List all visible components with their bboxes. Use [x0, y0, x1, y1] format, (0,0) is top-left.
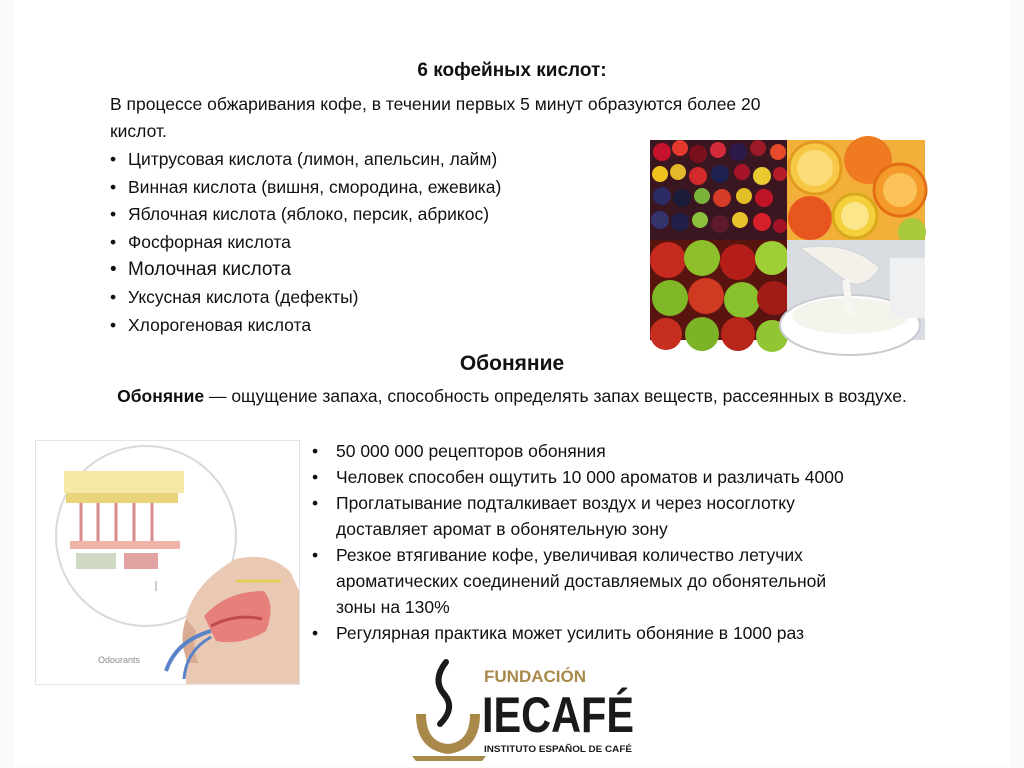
fact-item: • Регулярная практика может усилить обоняние в 1000 раз	[308, 620, 844, 646]
fruit-collage-svg	[650, 140, 925, 340]
acids-list	[110, 146, 501, 339]
fact-item: • Резкое втягивание кофе, увеличивая количество летучих ароматических соединений доставляемых до обонятельной зоны на 130%	[308, 542, 844, 620]
acid-item: • Цитрусовая кислота (лимон, апельсин, лайм)	[110, 146, 501, 174]
bullet-icon: •	[110, 286, 117, 307]
bullet-icon: •	[110, 231, 117, 252]
bullet-icon: •	[110, 314, 117, 335]
iecafe-logo	[410, 658, 640, 763]
logo-fundacion-text: FUNDACIÓN	[484, 667, 586, 686]
odourants-label: Odourants	[98, 655, 141, 665]
intro-text-line2: кислот.	[110, 121, 167, 141]
bullet-icon: •	[110, 176, 117, 197]
fact-item: • Проглатывание подталкивает воздух и через носоглотку доставляет аромат в обонятельную зону	[308, 490, 844, 542]
acid-item: • Фосфорная кислота	[110, 229, 501, 257]
bullet-icon: •	[312, 467, 319, 487]
acid-item: • Уксусная кислота (дефекты)	[110, 284, 501, 312]
logo-institute-text: INSTITUTO ESPAÑOL DE CAFÉ	[484, 744, 632, 755]
intro-text-line1: В процессе обжаривания кофе, в течении первых 5 минут образуются более 20	[110, 94, 761, 114]
bullet-icon: •	[110, 259, 117, 281]
bullet-icon: •	[312, 545, 319, 565]
olfaction-title: Обоняние	[459, 352, 565, 375]
fruit-collage-image	[650, 140, 925, 340]
definition-term: Обоняние	[117, 386, 205, 406]
acid-item: • Молочная кислота	[110, 256, 501, 284]
olfactory-illustration	[35, 440, 300, 685]
coffee-cup-logo-icon	[410, 658, 640, 763]
bullet-icon: •	[312, 493, 319, 513]
definition-text: — ощущение запаха, способность определять запах веществ, рассеянных в воздухе.	[204, 386, 907, 406]
acid-item: • Хлорогеновая кислота	[110, 312, 501, 340]
bullet-icon: •	[110, 204, 117, 225]
olfaction-facts-list	[308, 438, 844, 646]
acids-title: 6 кофейных кислот:	[417, 60, 607, 81]
fact-item: • 50 000 000 рецепторов обоняния	[308, 438, 844, 464]
fact-item: • Человек способен ощутить 10 000 ароматов и различать 4000	[308, 464, 844, 490]
acid-item: • Винная кислота (вишня, смородина, ежевика)	[110, 174, 501, 202]
logo-iecafe-text: IECAFÉ	[482, 687, 634, 743]
bullet-icon: •	[312, 441, 319, 461]
olfaction-definition	[0, 386, 1024, 407]
bullet-icon: •	[312, 623, 319, 643]
olfactory-diagram-svg	[36, 441, 299, 684]
acid-item: • Яблочная кислота (яблоко, персик, абрикос)	[110, 201, 501, 229]
bullet-icon: •	[110, 149, 117, 169]
